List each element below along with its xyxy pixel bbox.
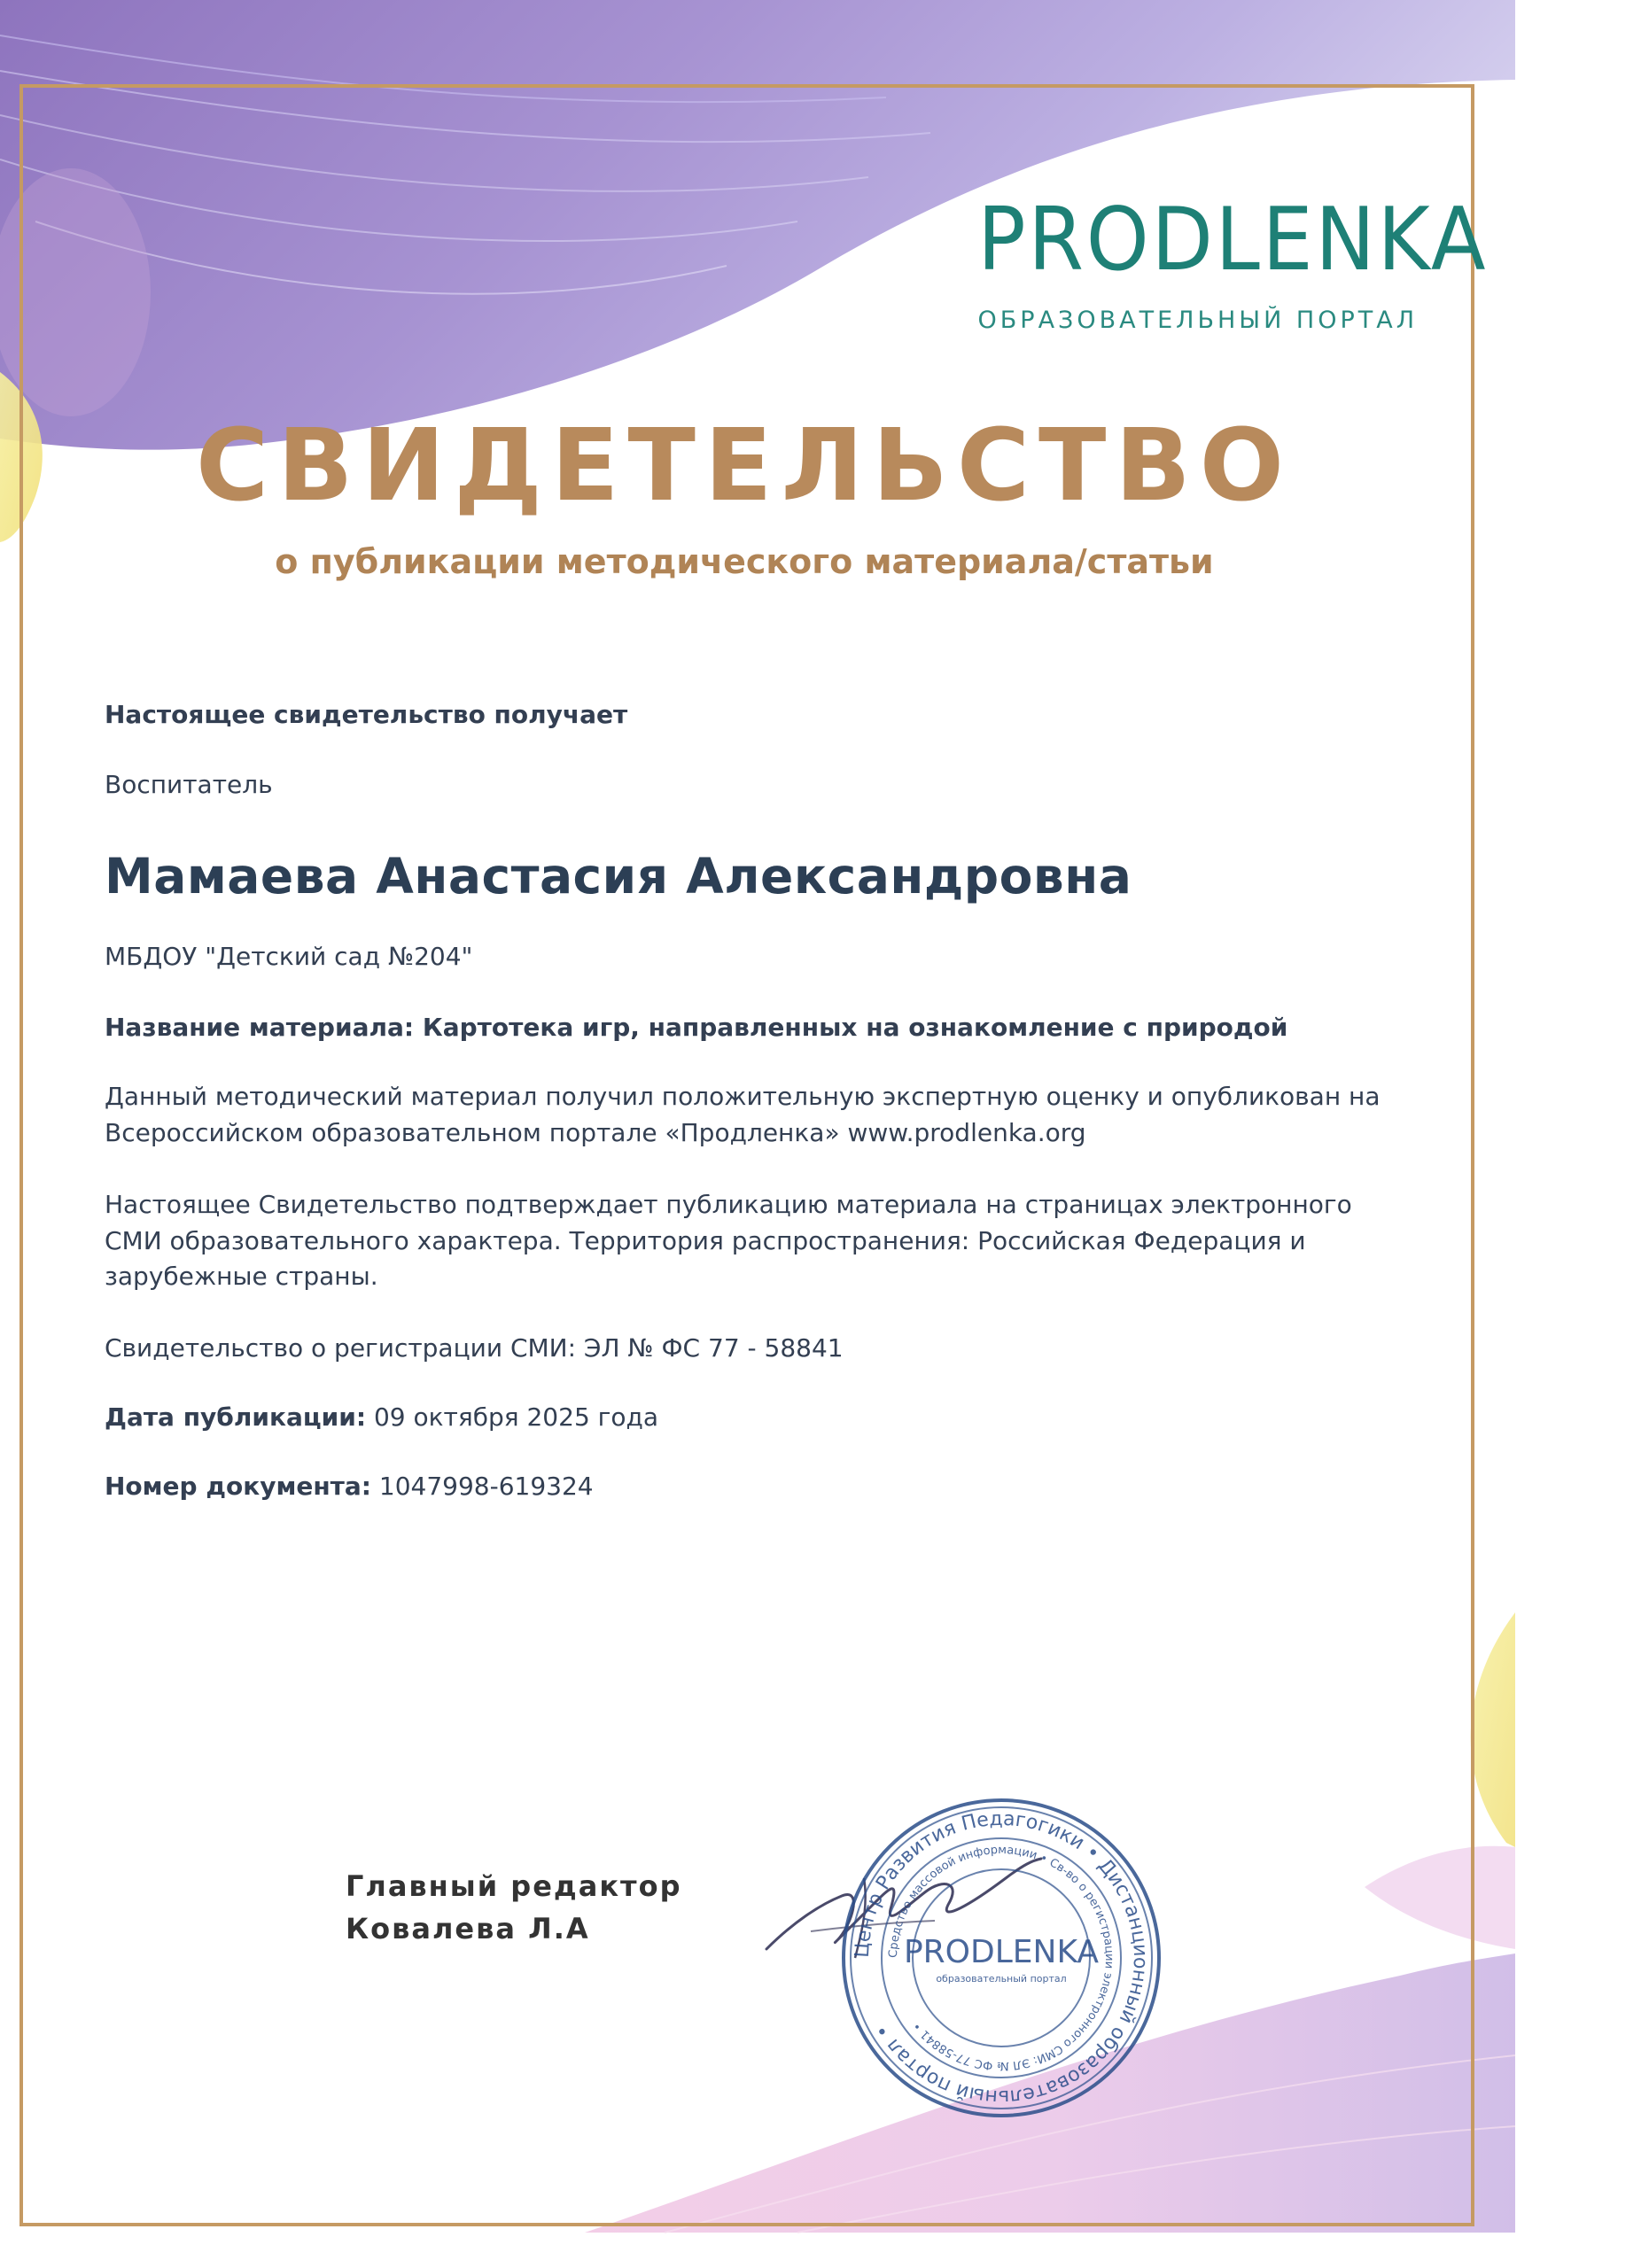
approval-paragraph: Данный методический материал получил положительную экспертную оценку и опубликован на Всероссийском образовательном портале «Продленка» www.prodlenka.org <box>105 1082 1381 1147</box>
recipient-intro: Настоящее свидетельство получает <box>105 700 628 729</box>
recipient-position: Воспитатель <box>105 770 273 799</box>
recipient-name: Мамаева Анастасия Александровна <box>105 848 1132 905</box>
material-line <box>105 1010 1287 1046</box>
publication-date-label: Дата публикации: <box>105 1402 367 1432</box>
material-title: Картотека игр, направленных на ознакомление с природой <box>422 1013 1288 1042</box>
document-number-value: 1047998-619324 <box>378 1472 594 1501</box>
seal-center-word: PRODLENKA <box>903 1934 1100 1970</box>
logo-wordmark: PRODLENKA <box>977 190 1489 291</box>
logo-subtitle: ОБРАЗОВАТЕЛЬНЫЙ ПОРТАЛ <box>977 307 1418 334</box>
seal-center-sub: образовательный портал <box>936 1973 1067 1984</box>
certificate-title: СВИДЕТЕЛЬСТВО <box>195 408 1294 524</box>
recipient-organization: МБДОУ "Детский сад №204" <box>105 942 473 971</box>
registration-line: Свидетельство о регистрации СМИ: ЭЛ № ФС 77 - 58841 <box>105 1333 844 1363</box>
material-label: Название материала: <box>105 1013 415 1042</box>
seal-outer-text: Центр Развития Педагогики • Дистанционный образовательный портал • <box>851 1807 1152 2109</box>
document-number-label: Номер документа: <box>105 1472 371 1501</box>
editor-block <box>346 1865 681 1950</box>
confirmation-paragraph: Настоящее Свидетельство подтверждает публикацию материала на страницах электронного СМИ образовательного характера. Территория распространения: Российская Федерация и зарубежные страны. <box>105 1190 1352 1292</box>
document-number-line <box>105 1469 594 1505</box>
certificate-subtitle: о публикации методического материала/статьи <box>275 542 1214 581</box>
editor-role: Главный редактор <box>346 1869 682 1903</box>
prodlenka-logo <box>939 190 1489 334</box>
publication-date-line <box>105 1400 658 1436</box>
seal-stamp-icon <box>837 1794 1165 2122</box>
seal-inner-text: Средство массовой информации • Св-во о регистрации электронного СМИ: ЭЛ № ФС 77-58841 • <box>886 1843 1116 2073</box>
certificate-frame <box>19 84 1489 2226</box>
editor-name: Ковалева Л.А <box>346 1912 590 1946</box>
publication-date-value: 09 октября 2025 года <box>373 1402 659 1432</box>
